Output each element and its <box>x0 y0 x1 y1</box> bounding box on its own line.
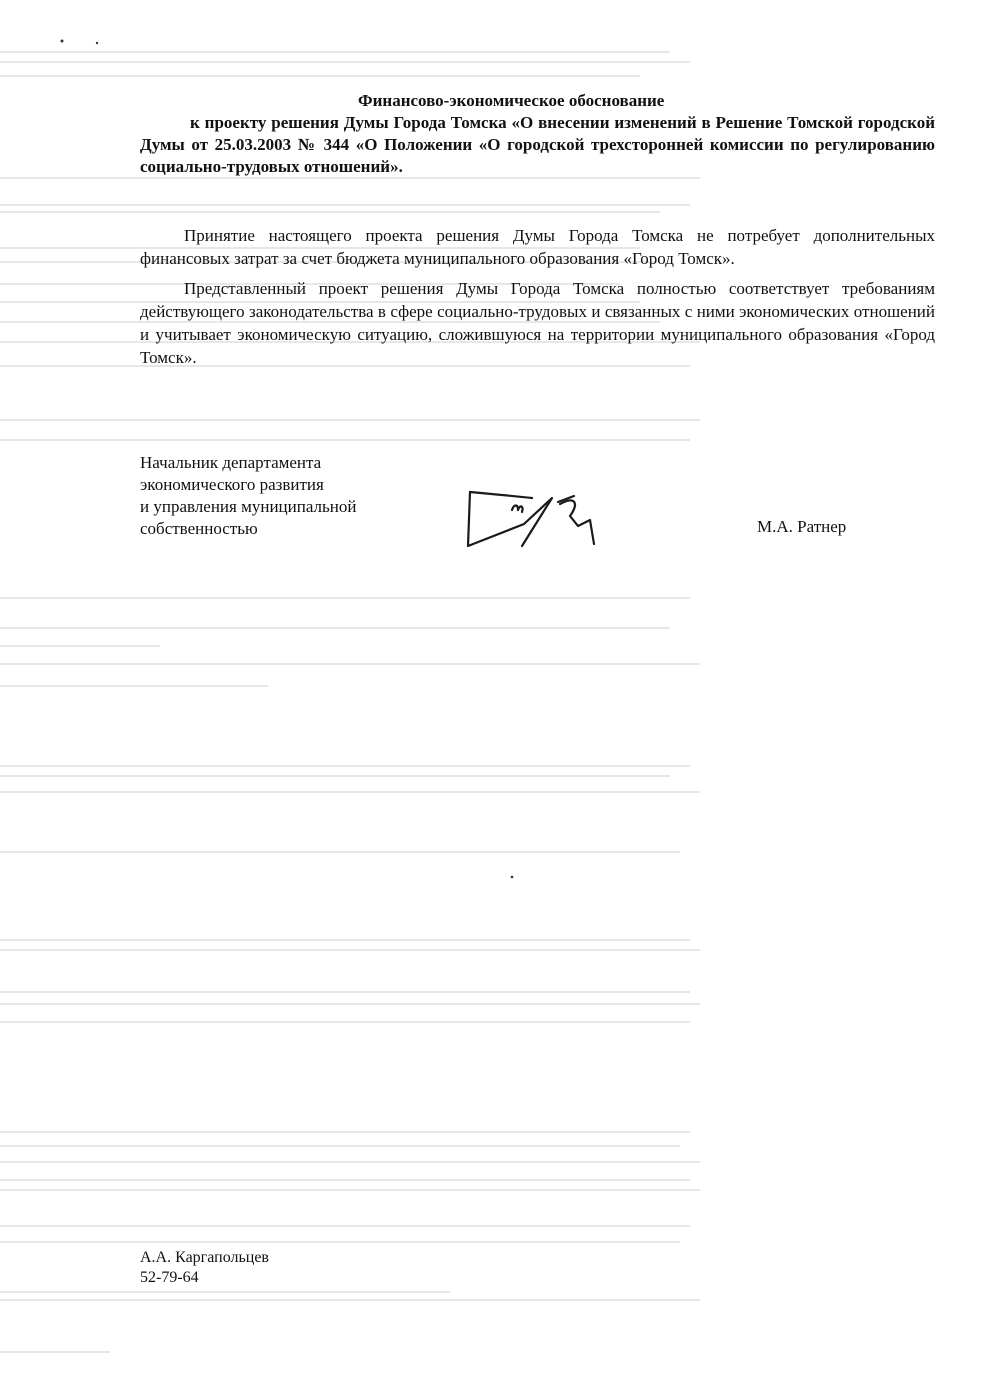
signer-position <box>140 452 440 540</box>
executor-contact <box>140 1248 269 1288</box>
title-heading: Финансово-экономическое обоснование <box>358 91 665 110</box>
signer-position-line: и управления муниципальной <box>140 497 357 516</box>
signer-name: М.А. Ратнер <box>757 517 847 536</box>
document-title <box>140 90 935 178</box>
title-subject: к проекту решения Думы Города Томска «О внесении изменений в Решение Томской городской Думы от 25.03.2003 № 344 «О Положении «О городской трехсторонней комиссии по регулированию социально-трудовых отношений». <box>140 113 935 176</box>
signer-position-line: Начальник департамента <box>140 453 322 472</box>
paragraph-financing: Принятие настоящего проекта решения Думы Города Томска не потребует дополнительных финансовых затрат за счет бюджета муниципального образования «Город Томск». <box>140 226 935 268</box>
document-body <box>140 224 935 376</box>
paragraph-compliance: Представленный проект решения Думы Города Томска полностью соответствует требованиям действующего законодательства в сфере социально-трудовых и связанных с ними экономических отношений и учитывает экономическую ситуацию, сложившуюся на территории муниципального образования «Город Томск». <box>140 279 935 367</box>
signer-position-line: собственностью <box>140 519 258 538</box>
executor-phone: 52-79-64 <box>140 1269 199 1286</box>
executor-name: А.А. Каргапольцев <box>140 1249 269 1266</box>
signer-position-line: экономического развития <box>140 475 324 494</box>
handwritten-signature <box>462 484 612 554</box>
